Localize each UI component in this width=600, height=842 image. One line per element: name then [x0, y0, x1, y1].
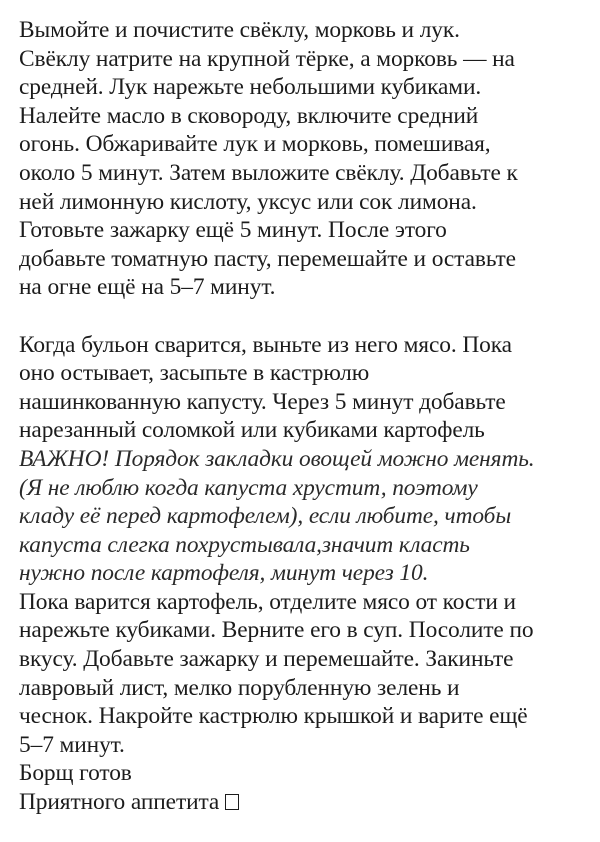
text-line: Вымойте и почистите свёклу, морковь и лук.: [19, 17, 460, 43]
text-line: 5–7 минут.: [19, 731, 125, 758]
text-line: чеснок. Накройте кастрюлю крышкой и варите ещё: [19, 703, 528, 730]
note-line: ВАЖНО! Порядок закладки овощей можно менять.: [19, 445, 535, 472]
bon-appetit-text: Приятного аппетита: [19, 789, 220, 816]
text-line: огонь. Обжаривайте лук и морковь, помешивая,: [19, 131, 491, 158]
missing-glyph-box-icon: [225, 794, 239, 810]
text-line: около 5 минут. Затем выложите свёклу. Добавьте к: [19, 159, 518, 186]
text-line: нарежьте кубиками. Верните его в суп. Посолите по: [19, 617, 534, 644]
important-note: [19, 445, 594, 588]
text-line: Налейте масло в сковороду, включите средний: [19, 102, 479, 129]
text-line: Свёклу натрите на крупной тёрке, а морковь — на: [19, 45, 515, 72]
text-line: Когда бульон сварится, выньте из него мясо. Пока: [19, 331, 512, 358]
text-line: Пока варится картофель, отделите мясо от кости и: [19, 588, 516, 615]
text-line: нашинкованную капусту. Через 5 минут добавьте: [19, 388, 506, 415]
text-line: лавровый лист, мелко порубленную зелень и: [19, 674, 460, 701]
text-line: добавьте томатную пасту, перемешайте и оставьте: [19, 245, 516, 272]
text-line: оно остывает, засыпьте в кастрюлю: [19, 360, 370, 387]
paragraph-finish: [19, 588, 594, 760]
text-line: Готовьте зажарку ещё 5 минут. После этого: [19, 217, 447, 244]
text-line: нарезанный соломкой или кубиками картофель: [19, 417, 485, 444]
text-line: вкусу. Добавьте зажарку и перемешайте. Закиньте: [19, 646, 514, 673]
note-line: нужно после картофеля, минут через 10.: [19, 560, 429, 587]
paragraph-spacer: [19, 302, 594, 331]
text-line: средней. Лук нарежьте небольшими кубиками.: [19, 74, 482, 101]
note-line: (Я не люблю когда капуста хрустит, поэтому: [19, 474, 478, 501]
note-line: кладу её перед картофелем), если любите, чтобы: [19, 503, 512, 530]
bon-appetit-line: [19, 788, 594, 817]
borsch-ready-line: Борщ готов: [19, 760, 132, 787]
recipe-text: [19, 16, 594, 817]
text-line: на огне ещё на 5–7 минут.: [19, 274, 276, 301]
note-line: капуста слегка похрустывала,значит класть: [19, 531, 470, 558]
paragraph-frying: [19, 16, 594, 302]
text-line: ней лимонную кислоту, уксус или сок лимона.: [19, 188, 477, 215]
paragraph-broth: [19, 331, 594, 445]
